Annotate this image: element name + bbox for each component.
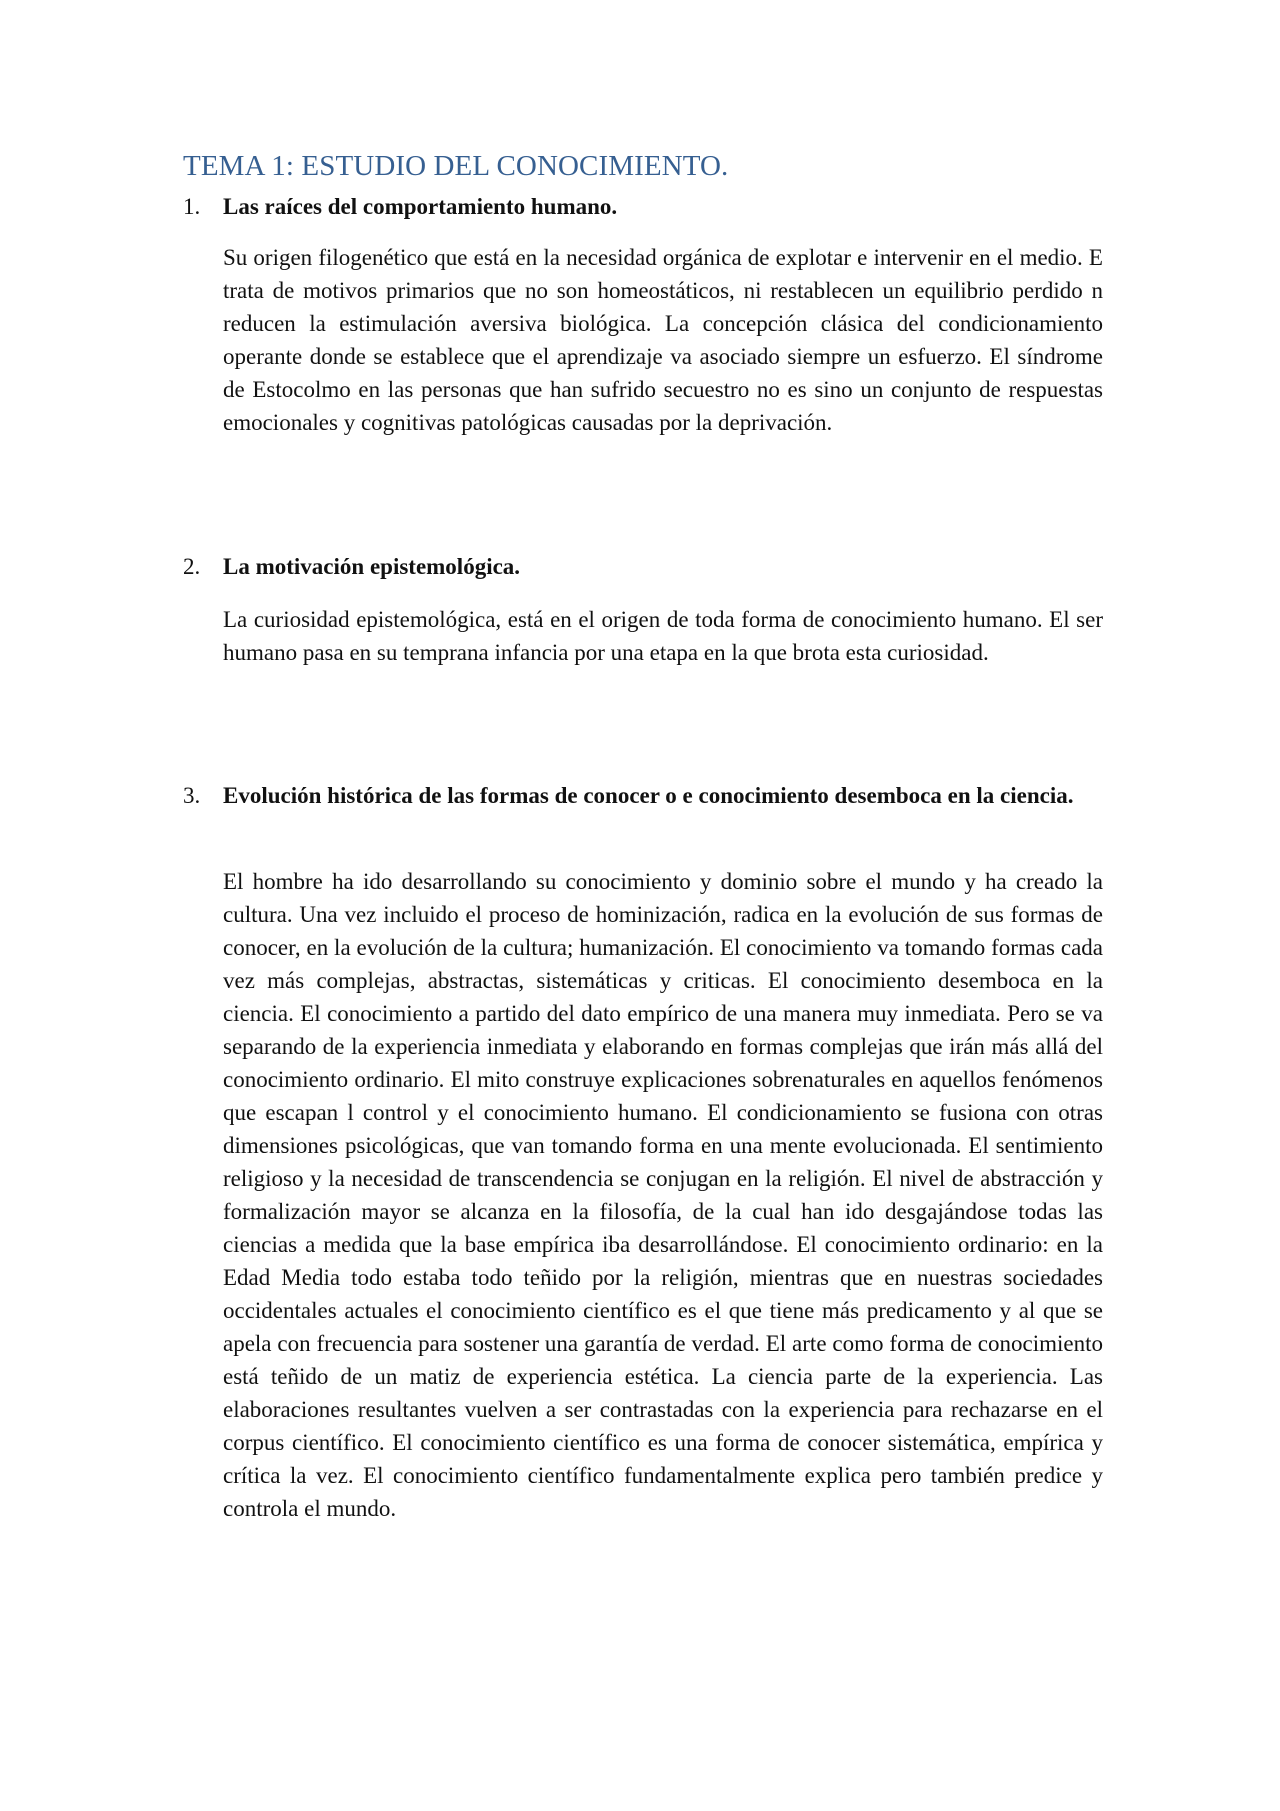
section-1-number: 1. <box>183 194 201 219</box>
document-title: TEMA 1: ESTUDIO DEL CONOCIMIENTO. <box>183 150 729 182</box>
section-3-heading <box>183 779 1103 812</box>
section-1-body: Su origen filogenético que está en la necesidad orgánica de explotar e intervenir en el medio. E trata de motivos primarios que no son homeostáticos, ni restablecen un equilibrio perdido n reducen la estimulación aversiva biológica. La concepción clásica del condicionamiento operante donde se establece que el aprendizaje va asociado siempre un esfuerzo. El síndrome de Estocolmo en las personas que han sufrido secuestro no es sino un conjunto de respuestas emocionales y cognitivas patológicas causadas por la deprivación. <box>223 245 1103 435</box>
section-1-heading <box>183 190 1103 223</box>
section-3-heading-text: Evolución histórica de las formas de conocer o e conocimiento desemboca en la ciencia. <box>223 783 1074 808</box>
section-3-body: El hombre ha ido desarrollando su conocimiento y dominio sobre el mundo y ha creado la cultura. Una vez incluido el proceso de hominización, radica en la evolución de sus formas de conocer, en la evolución de la cultura; humanización. El conocimiento va tomando formas cada vez más complejas, abstractas, sistemáticas y criticas. El conocimiento desemboca en la ciencia. El conocimiento a partido del dato empírico de una manera muy inmediata. Pero se va separando de la experiencia inmediata y elaborando en formas complejas que irán más allá del conocimiento ordinario. El mito construye explicaciones sobrenaturales en aquellos fenómenos que escapan l control y el conocimiento humano. El condicionamiento se fusiona con otras dimensiones psicológicas, que van tomando forma en una mente evolucionada. El sentimiento religioso y la necesidad de transcendencia se conjugan en la religión. El nivel de abstracción y formalización mayor se alcanza en la filosofía, de la cual han ido desgajándose todas las ciencias a medida que la base empírica iba desarrollándose. El conocimiento ordinario: en la Edad Media todo estaba todo teñido por la religión, mientras que en nuestras sociedades occidentales actuales el conocimiento científico es el que tiene más predicamento y al que se apela con frecuencia para sostener una garantía de verdad. El arte como forma de conocimiento está teñido de un matiz de experiencia estética. La ciencia parte de la experiencia. Las elaboraciones resultantes vuelven a ser contrastadas con la experiencia para rechazarse en el corpus científico. El conocimiento científico es una forma de conocer sistemática, empírica y crítica la vez. El conocimiento científico fundamentalmente explica pero también predice y controla el mundo. <box>223 869 1103 1521</box>
section-1-heading-text: Las raíces del comportamiento humano. <box>223 194 618 219</box>
section-3-number: 3. <box>183 783 201 808</box>
section-2-heading-text: La motivación epistemológica. <box>223 554 521 579</box>
section-2-heading <box>183 550 1103 583</box>
section-2-number: 2. <box>183 554 201 579</box>
section-2-body: La curiosidad epistemológica, está en el origen de toda forma de conocimiento humano. El ser humano pasa en su temprana infancia por una etapa en la que brota esta curiosidad. <box>223 607 1103 665</box>
